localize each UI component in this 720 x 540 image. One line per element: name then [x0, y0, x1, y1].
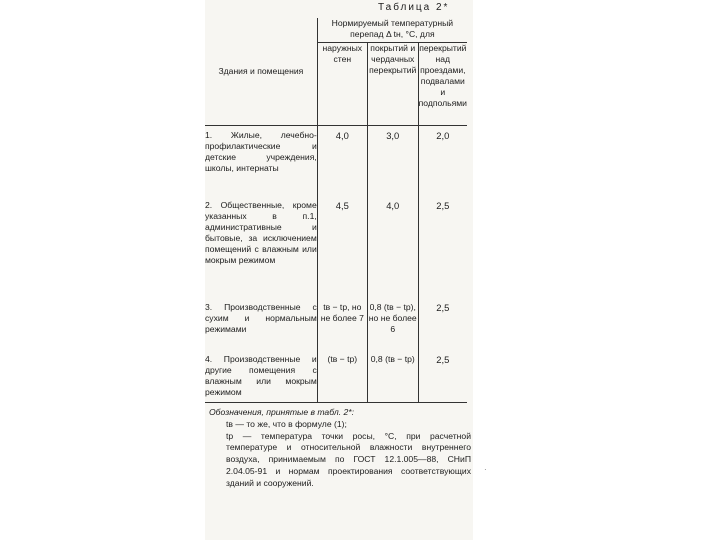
header-buildings: Здания и помещения [218, 66, 304, 76]
scan-speck: · [484, 465, 487, 474]
row-name: 3. Производственные с сухим и нормальным режимами [205, 302, 317, 334]
note-tr: tр — температура точки росы, °С, при расчетной температуре и относительной влажности внутреннего воздуха, принимаемым по ГОСТ 12.1.005—88, СНиП 2.04.05-91 и нормам проектирования соответствующих зданий и сооружений. [226, 430, 471, 488]
notes-block [209, 407, 471, 490]
row-roofs-value: 0,8 (tв − tр), но не более 6 [367, 302, 418, 354]
header-buildings-cell [205, 18, 317, 126]
row-floors-value: 2,0 [418, 126, 467, 201]
row-roofs-value: 0,8 (tв − tр) [367, 354, 418, 403]
table-row [205, 200, 467, 302]
norms-table [205, 18, 467, 403]
table-row [205, 126, 467, 201]
header-group: Нормируемый температурный перепад Δ tн, °С, для [317, 18, 467, 43]
row-roofs-value: 3,0 [367, 126, 418, 201]
row-walls-value: tв − tр, но не более 7 [317, 302, 367, 354]
table-row [205, 302, 467, 354]
row-floors-value: 2,5 [418, 200, 467, 302]
header-row-top [205, 18, 467, 43]
row-walls-value: (tв − tр) [317, 354, 367, 403]
note-tv: tв — то же, что в формуле (1); [226, 418, 347, 429]
notes-heading: Обозначения, принятые в табл. 2*: [209, 407, 354, 417]
header-floors: перекрытий над проездами, подвалами и подпольями [418, 43, 467, 126]
row-name: 4. Производственные и другие помещения с влажным или мокрым режимом [205, 354, 317, 403]
header-walls: наружных стен [317, 43, 367, 126]
row-name: 1. Жилые, лечебно-профилактические и детские учреждения, школы, интернаты [205, 130, 317, 173]
row-walls-value: 4,0 [317, 126, 367, 201]
header-roofs: покрытий и чердачных перекрытий [367, 43, 418, 126]
row-walls-value: 4,5 [317, 200, 367, 302]
table-row [205, 354, 467, 403]
row-floors-value: 2,5 [418, 354, 467, 403]
row-name: 2. Общественные, кроме указанных в п.1, административные и бытовые, за исключением помещений с влажным или мокрым режимом [205, 200, 317, 265]
table-title: Таблица 2* [378, 2, 450, 13]
row-floors-value: 2,5 [418, 302, 467, 354]
row-roofs-value: 4,0 [367, 200, 418, 302]
